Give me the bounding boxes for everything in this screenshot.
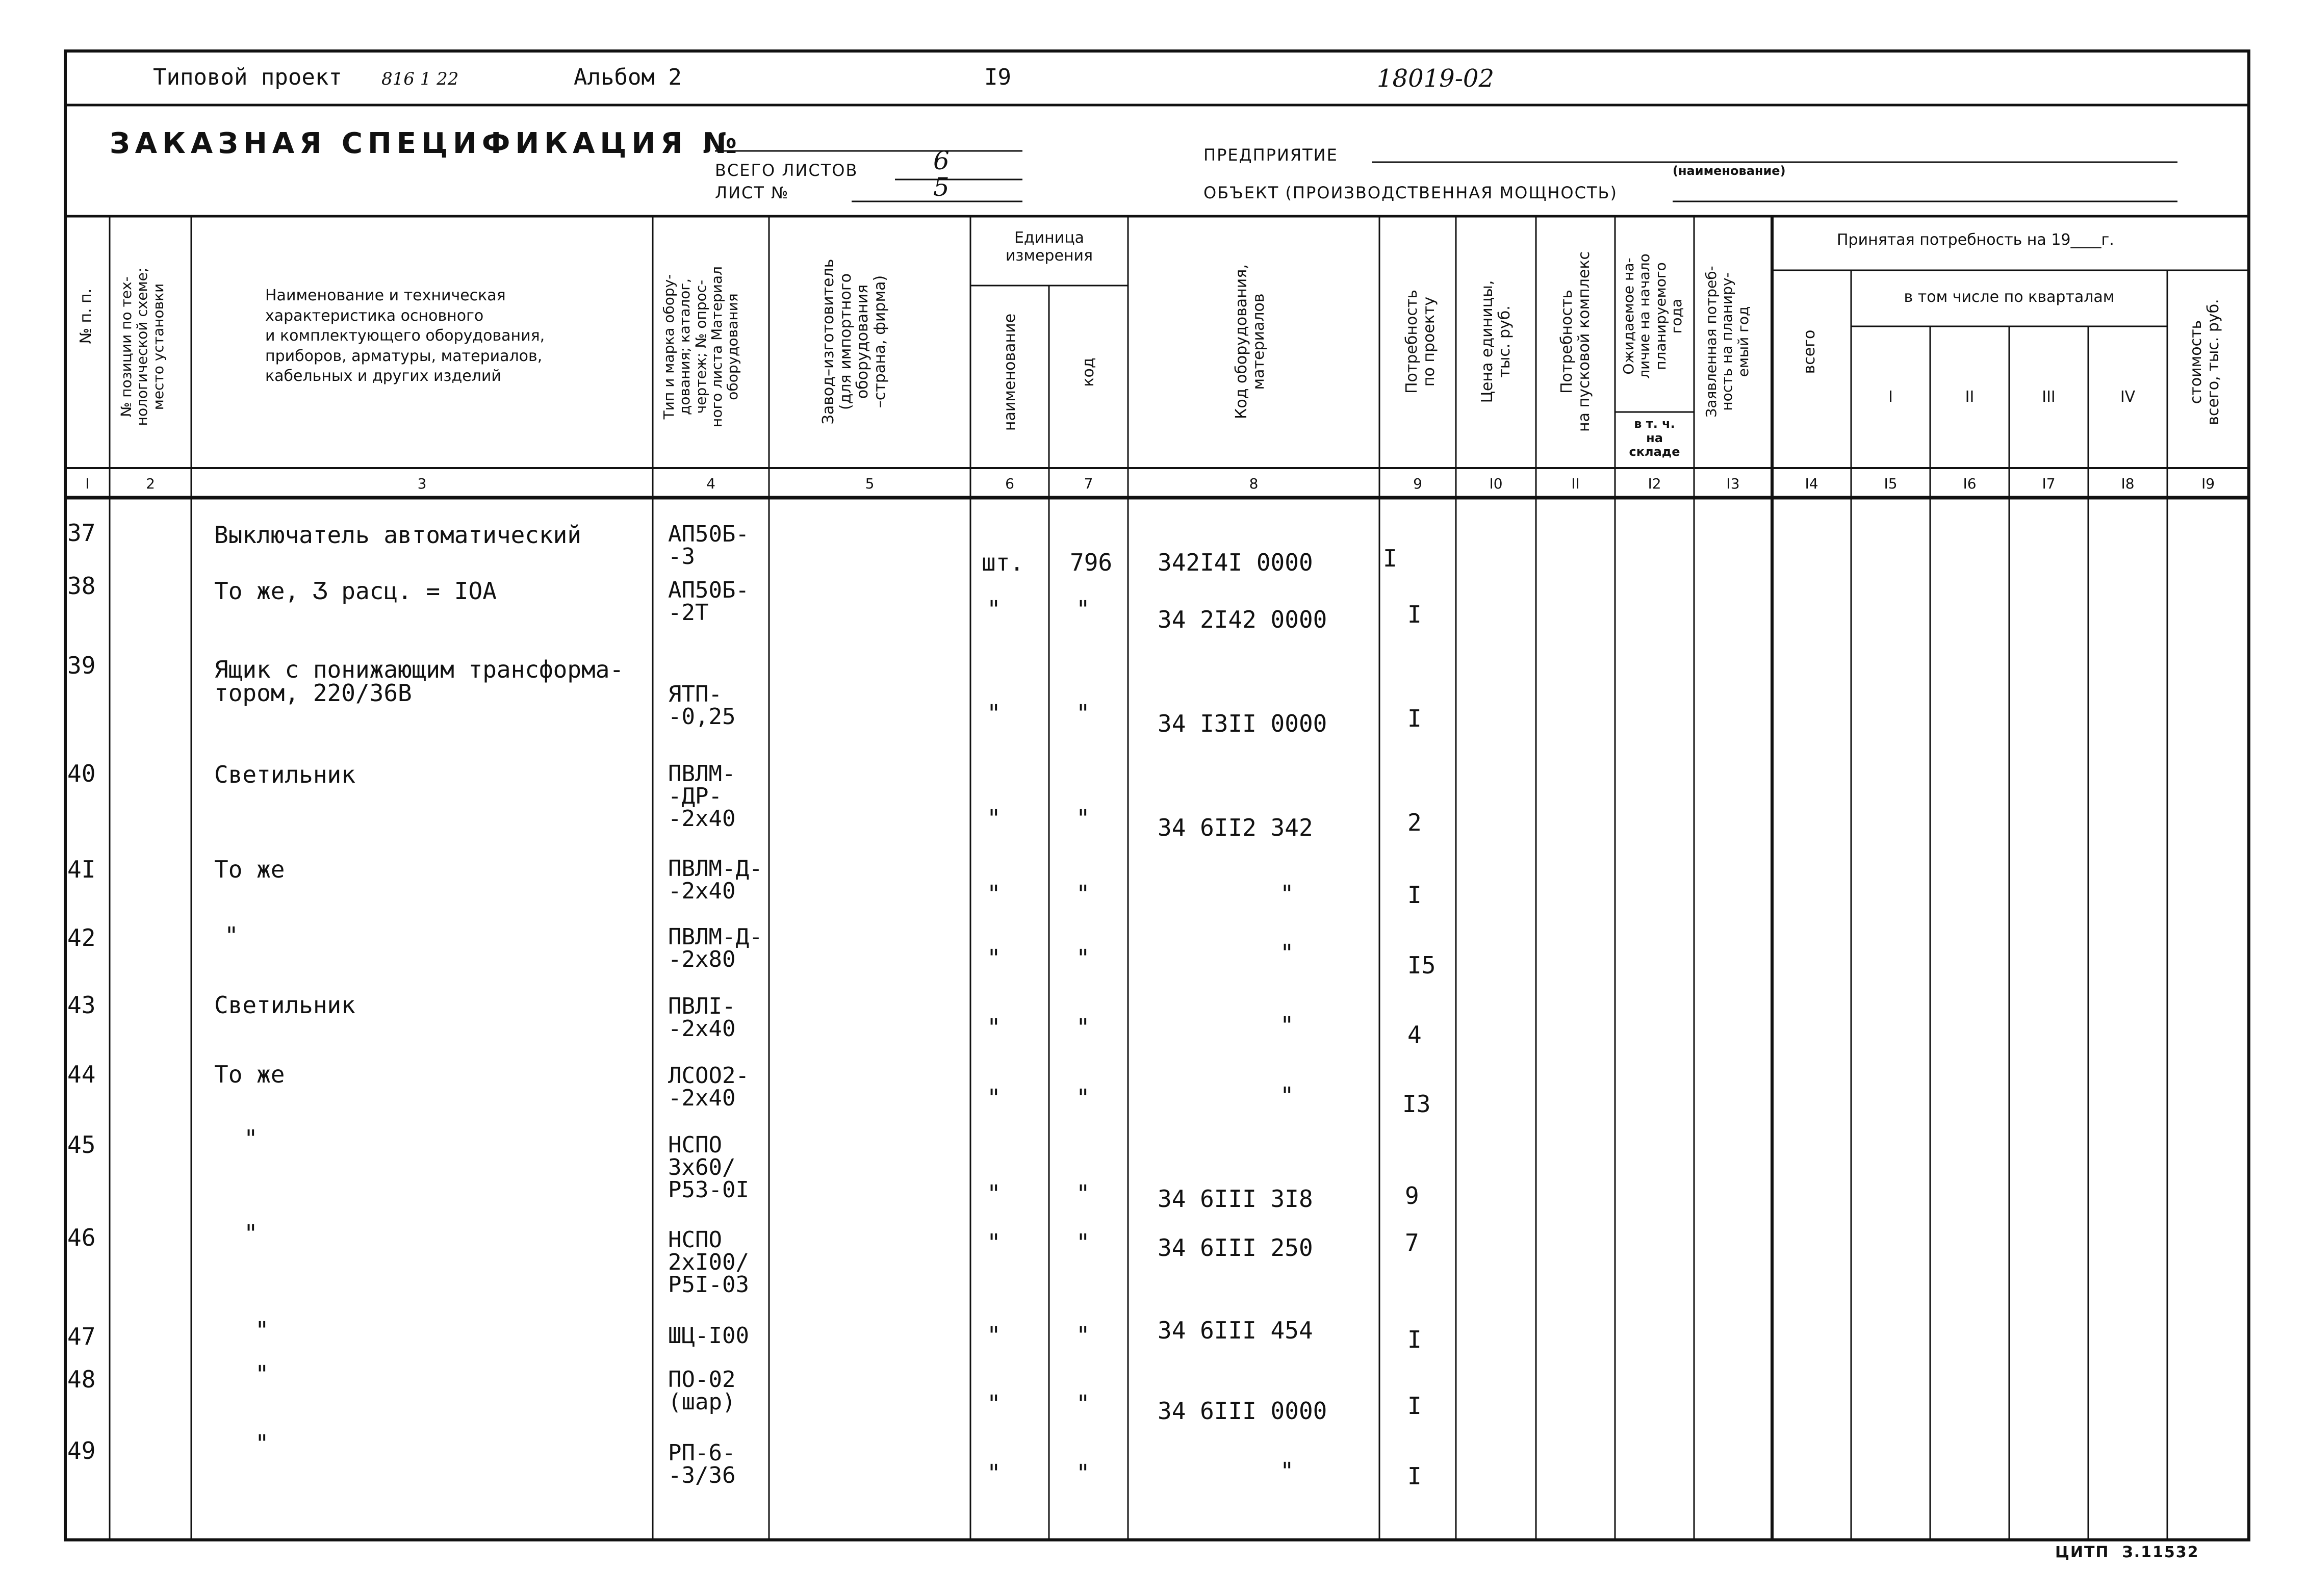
item-type: ЯТП- -0,25 [668,681,736,730]
unit-code: " [1076,1322,1090,1349]
unit-code: " [1076,700,1090,727]
row-number: 39 [67,652,96,679]
item-type: АП50Б- -3 [668,521,749,570]
col-header-14: всего [1801,329,1818,374]
unit-name: " [987,944,1001,972]
project-quantity: I [1407,1326,1422,1353]
col-number-3: 3 [417,475,427,492]
equipment-code: 34 2I42 0000 [1158,606,1327,633]
col-header-3: Наименование и техническая характеристика основного и комплектующего оборудования, приборов, арматуры, материалов, кабельных и других изделий [265,287,545,385]
col-header-10: Цена единицы, тыс. руб. [1478,280,1514,403]
project-quantity: I [1407,601,1422,628]
enterprise-hint: (наименование) [1673,164,1786,178]
col-number-19: I9 [2201,475,2215,492]
project-quantity: 7 [1405,1229,1419,1256]
project-quantity: I [1407,705,1422,732]
unit-code: " [1076,805,1090,832]
unit-group-header: Единица измерения [1005,229,1093,265]
sheet-index: I9 [984,64,1011,90]
col-number-12: I2 [1648,475,1661,492]
equipment-code: 34 6III 250 [1158,1234,1313,1262]
row-number: 45 [67,1131,96,1159]
project-quantity: 9 [1405,1182,1419,1209]
equipment-code: 34 6III 3I8 [1158,1185,1313,1213]
col-header-12-sub: в т. ч. на складе [1629,417,1680,459]
item-name: " [255,1430,269,1457]
unit-code: " [1076,944,1090,972]
unit-code: " [1076,1014,1090,1041]
unit-name: " [987,700,1001,727]
unit-name: " [987,1084,1001,1112]
equipment-code: " [1280,1012,1294,1039]
item-name: " [244,1220,258,1247]
col-number-4: 4 [706,475,715,492]
project-quantity: 4 [1407,1021,1422,1048]
row-number: 46 [67,1224,96,1251]
equipment-code: " [1280,939,1294,967]
unit-code: " [1076,1459,1090,1487]
page-title: ЗАКАЗНАЯ СПЕЦИФИКАЦИЯ № [110,127,742,160]
col-number-17: I7 [2042,475,2056,492]
unit-name: " [987,1459,1001,1487]
item-type: НСПО 2хI00/ Р5I-03 [668,1227,749,1298]
col-header-18: IV [2120,388,2136,406]
item-name: Светильник [214,991,355,1019]
row-number: 43 [67,991,96,1019]
col-number-15: I5 [1884,475,1898,492]
equipment-code: 34 I3II 0000 [1158,710,1327,737]
project-number: 816 1 22 [381,69,459,89]
item-type: НСПО 3х60/ Р53-0I [668,1132,749,1203]
unit-code: " [1076,1229,1090,1256]
col-number-9: 9 [1413,475,1422,492]
total-sheets-label: ВСЕГО ЛИСТОВ [715,161,858,180]
col-header-5: Завод–изготовитель (для импортного оборудования –страна, фирма) [819,259,889,425]
row-number: 4I [67,856,96,883]
row-number: 40 [67,760,96,787]
unit-name: " [987,1014,1001,1041]
unit-code: " [1076,1390,1090,1418]
col-number-18: I8 [2121,475,2135,492]
item-type: ПВЛМ-Д- -2х80 [668,924,763,972]
item-type: АП50Б- -2Т [668,577,749,626]
project-quantity: I [1407,1462,1422,1490]
quarter-group-header: в том числе по кварталам [1904,288,2115,306]
unit-name: " [987,805,1001,832]
unit-name: " [987,1390,1001,1418]
col-number-6: 6 [1005,475,1014,492]
item-type: РП-6- -3/36 [668,1440,736,1488]
item-name: То же, Ӡ расц. = IОА [214,577,497,605]
sheet-number-value: 5 [933,172,950,202]
item-type: ПВЛI- -2х40 [668,993,736,1042]
col-header-15: I [1888,388,1893,406]
sheet-number-label: ЛИСТ № [715,183,789,202]
project-quantity: I5 [1407,951,1436,979]
col-header-17: III [2042,388,2056,406]
col-header-9: Потребность по проекту [1403,290,1438,394]
col-number-8: 8 [1249,475,1259,492]
item-type: ЛСОО2- -2х40 [668,1063,749,1111]
item-name: " [255,1360,269,1388]
col-number-14: I4 [1805,475,1818,492]
col-header-11: Потребность на пусковой комплекс [1558,251,1593,432]
item-name: Ящик с понижающим трансформа- тором, 220/36В [214,656,624,707]
unit-code: " [1076,880,1090,908]
equipment-code: 34 6II2 342 [1158,814,1313,841]
unit-code: 796 [1070,549,1113,576]
item-type: ШЦ-I00 [668,1323,749,1349]
item-name: " [244,1125,258,1152]
row-number: 37 [67,519,96,547]
project-quantity: I3 [1402,1090,1431,1118]
document-number: 18019-02 [1377,64,1494,93]
object-label: ОБЪЕКТ (ПРОИЗВОДСТВЕННАЯ МОЩНОСТЬ) [1203,183,1618,202]
col-number-11: II [1571,475,1580,492]
unit-code: " [1076,596,1090,623]
project-label: Типовой проект [153,64,342,90]
col-header-13: Заявленная потреб- ность на планиру- емый год [1703,266,1752,418]
col-header-2: № позиции по тех- нологической схеме; место установки [118,267,167,426]
item-type: ПВЛМ-Д- -2х40 [668,856,763,904]
equipment-code: 34 6III 454 [1158,1317,1313,1344]
item-name: " [255,1317,269,1344]
row-number: 42 [67,924,96,951]
col-header-7: код [1080,357,1097,387]
col-number-2: 2 [146,475,155,492]
unit-code: " [1076,1180,1090,1207]
equipment-code: " [1280,1457,1294,1485]
item-name: То же [214,1061,285,1088]
col-number-5: 5 [865,475,875,492]
project-quantity: I [1407,881,1422,909]
col-header-4: Тип и марка обору- дования; каталог, чертеж; № опрос- ного листа Материал оборудования [660,266,741,427]
unit-name: шт. [982,549,1024,576]
equipment-code: " [1280,880,1294,908]
item-type: ПО-02 (шар) [668,1367,736,1415]
enterprise-label: ПРЕДПРИЯТИЕ [1203,145,1338,165]
project-quantity: I [1407,1392,1422,1420]
item-name: То же [214,856,285,883]
col-header-19: стоимость всего, тыс. руб. [2187,299,2222,425]
equipment-code: 342I4I 0000 [1158,549,1313,576]
item-name: Выключатель автоматический [214,521,582,549]
unit-name: " [987,1180,1001,1207]
unit-name: " [987,596,1001,623]
col-header-8: Код оборудования, материалов [1233,264,1268,419]
total-sheets-value: 6 [933,146,950,175]
row-number: 44 [67,1061,96,1088]
row-number: 38 [67,572,96,600]
row-number: 47 [67,1323,96,1350]
col-header-12: Ожидаемое на- личие на начало планируемого года [1620,253,1685,379]
col-number-16: I6 [1963,475,1977,492]
item-name: Светильник [214,761,355,788]
col-number-10: I0 [1489,475,1503,492]
print-stamp: ЦИТП З.11532 [2055,1543,2199,1561]
unit-code: " [1076,1084,1090,1112]
col-header-1: № п. п. [77,288,95,344]
album-label: Альбом 2 [574,64,682,90]
unit-name: " [987,1229,1001,1256]
project-quantity: I [1383,545,1397,572]
equipment-code: " [1280,1082,1294,1110]
row-number: 49 [67,1437,96,1464]
equipment-code: 34 6III 0000 [1158,1397,1327,1425]
unit-name: " [987,1322,1001,1349]
accepted-group-header: Принятая потребность на 19____г. [1837,231,2114,249]
item-type: ПВЛМ- -ДР- -2х40 [668,761,736,832]
col-number-1: I [85,475,90,492]
col-number-7: 7 [1084,475,1093,492]
unit-name: " [987,880,1001,908]
item-name: " [224,922,239,949]
row-number: 48 [67,1366,96,1393]
project-quantity: 2 [1407,809,1422,836]
col-number-13: I3 [1726,475,1740,492]
col-header-16: II [1965,388,1975,406]
col-header-6: наименование [1001,313,1019,431]
